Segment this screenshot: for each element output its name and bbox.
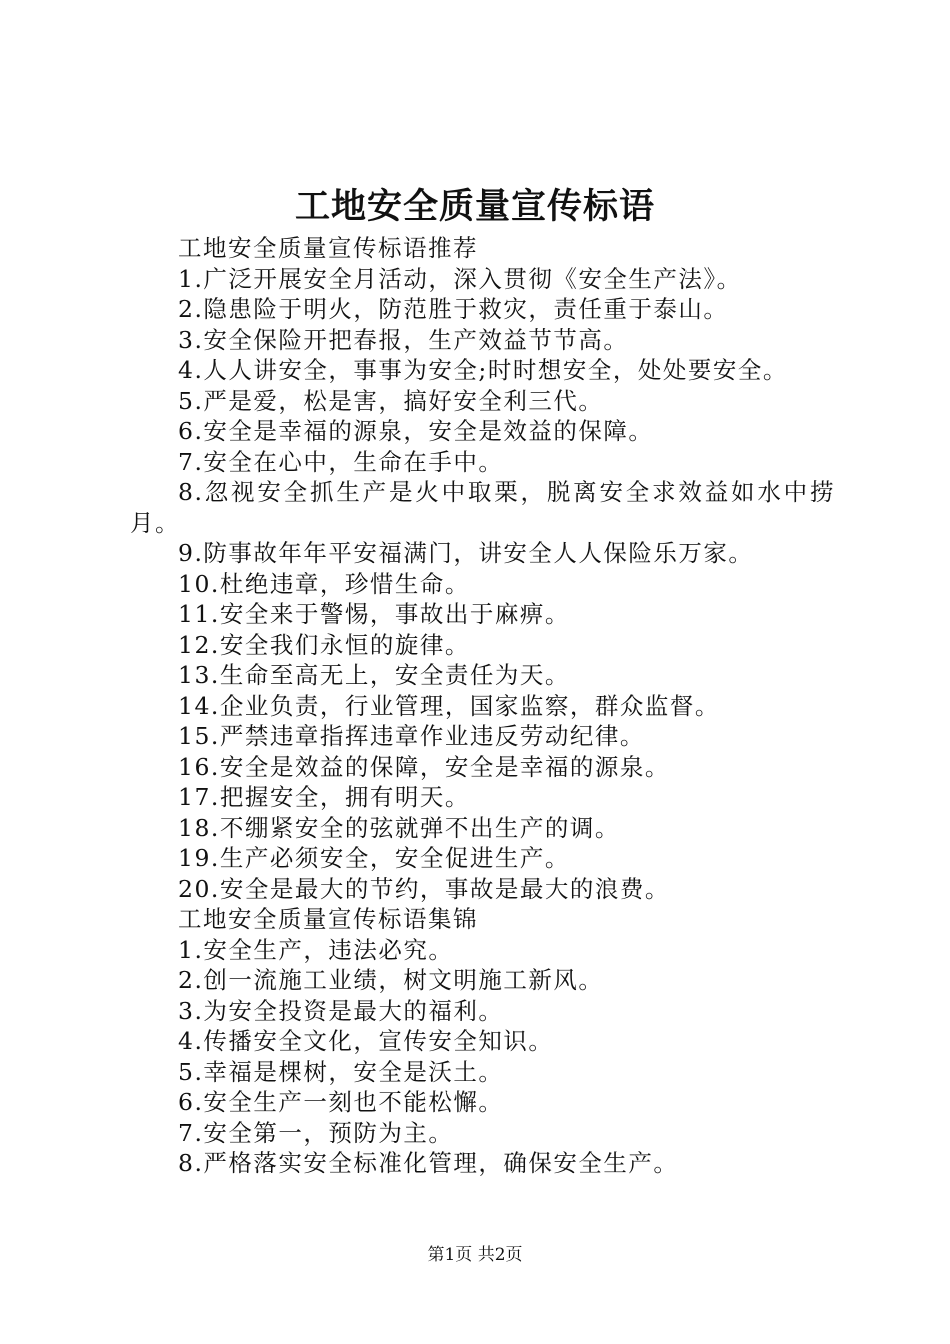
slogan-item: 6.安全生产一刻也不能松懈。 xyxy=(178,1088,504,1116)
slogan-item: 11.安全来于警惕，事故出于麻痹。 xyxy=(178,600,570,628)
slogan-item: 3.为安全投资是最大的福利。 xyxy=(178,996,504,1025)
slogan-item: 8.严格落实安全标准化管理，确保安全生产。 xyxy=(178,1149,679,1177)
slogan-item: 18.不绷紧安全的弦就弹不出生产的调。 xyxy=(178,813,620,842)
slogan-item: 16.安全是效益的保障，安全是幸福的源泉。 xyxy=(178,752,670,781)
slogan-item: 1.安全生产，违法必究。 xyxy=(178,935,454,964)
slogan-item: 4.传播安全文化，宣传安全知识。 xyxy=(178,1027,554,1055)
slogan-item: 7.安全在心中，生命在手中。 xyxy=(178,447,504,476)
slogan-item: 9.防事故年年平安福满门，讲安全人人保险乐万家。 xyxy=(178,539,754,567)
slogan-item: 2.隐患险于明火，防范胜于救灾，责任重于泰山。 xyxy=(178,295,729,323)
document-title: 工地安全质量宣传标语 xyxy=(294,186,655,227)
slogan-item: 10.杜绝违章，珍惜生命。 xyxy=(178,569,470,598)
section-heading-recommend: 工地安全质量宣传标语推荐 xyxy=(178,234,478,262)
slogan-item: 20.安全是最大的节约，事故是最大的浪费。 xyxy=(178,874,670,903)
slogan-item: 1.广泛开展安全月活动，深入贯彻《安全生产法》。 xyxy=(178,264,742,293)
slogan-item: 6.安全是幸福的源泉，安全是效益的保障。 xyxy=(178,417,654,445)
slogan-item: 12.安全我们永恒的旋律。 xyxy=(178,630,470,659)
document-body xyxy=(130,233,835,1179)
slogan-item: 15.严禁违章指挥违章作业违反劳动纪律。 xyxy=(178,722,645,750)
slogan-item: 13.生命至高无上，安全责任为天。 xyxy=(178,661,570,689)
slogan-item: 5.严是爱，松是害，搞好安全利三代。 xyxy=(178,386,604,415)
slogan-item: 4.人人讲安全，事事为安全;时时想安全，处处要安全。 xyxy=(178,356,788,384)
slogan-item: 2.创一流施工业绩，树文明施工新风。 xyxy=(178,966,604,994)
slogan-item: 17.把握安全，拥有明天。 xyxy=(178,783,470,811)
slogan-item-wrapped: 8.忽视安全抓生产是火中取栗，脱离安全求效益如水中捞月。 xyxy=(130,478,835,537)
slogan-item: 14.企业负责，行业管理，国家监察，群众监督。 xyxy=(178,691,720,720)
slogan-item: 3.安全保险开把春报，生产效益节节高。 xyxy=(178,325,629,354)
slogan-item: 7.安全第一，预防为主。 xyxy=(178,1118,454,1147)
slogan-item: 19.生产必须安全，安全促进生产。 xyxy=(178,844,570,872)
page-number: 第1页 共2页 xyxy=(427,1245,523,1265)
section-heading-collection: 工地安全质量宣传标语集锦 xyxy=(178,905,478,933)
slogan-item: 5.幸福是棵树，安全是沃土。 xyxy=(178,1057,504,1086)
